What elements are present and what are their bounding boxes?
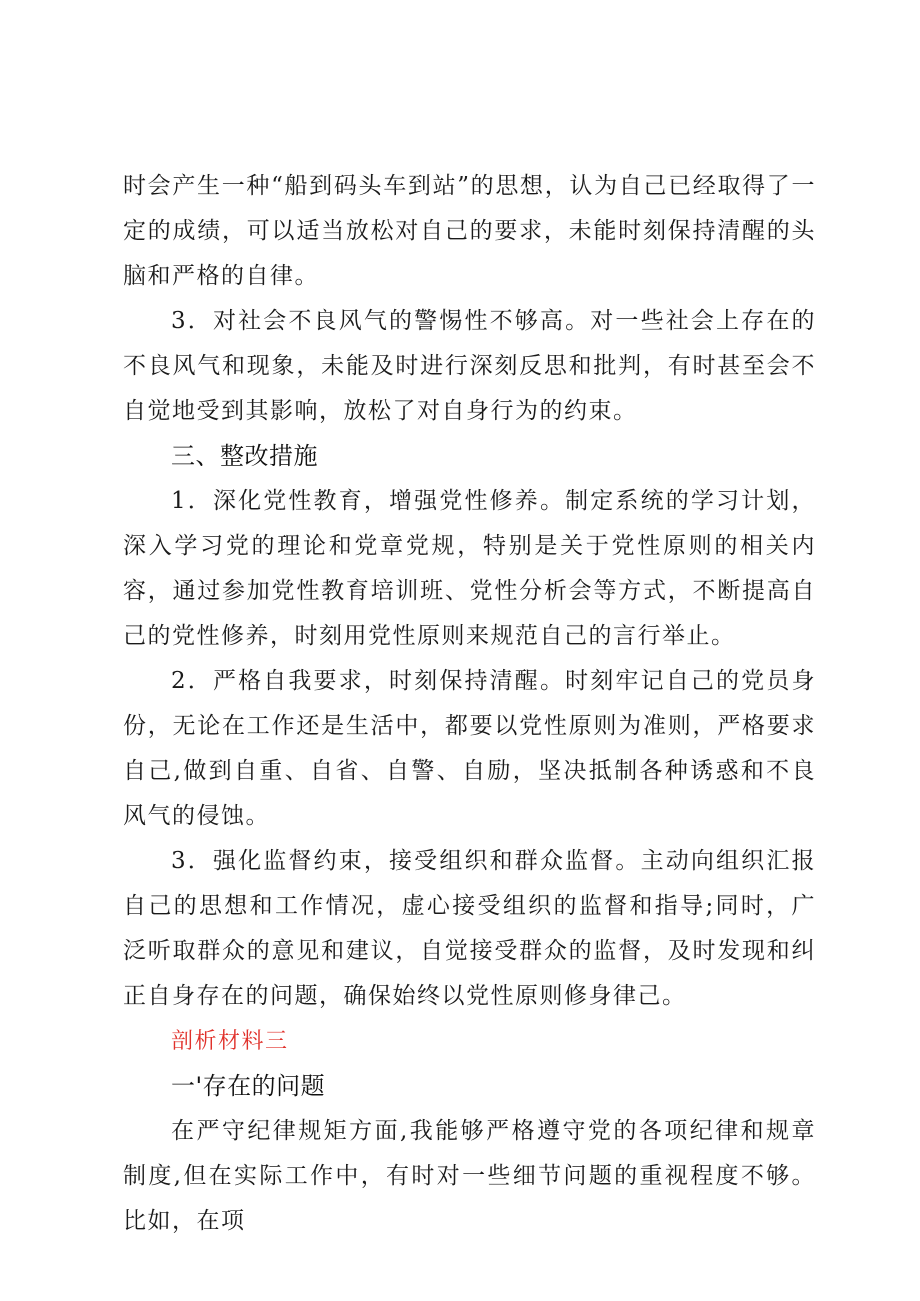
section-heading-rectification-measures: 三、整改措施 [171,442,318,470]
material-three-title: 剖析材料三 [171,1029,289,1054]
paragraph-measure-2: 2．严格自我要求，时刻保持清醒。时刻牢记自己的党员身份，无论在工作还是生活中，都要以党性原则为准则，严格要求自己,做到自重、自省、自警、自励，坚决抵制各种诱惑和不良风气的侵蚀。 [123,668,816,829]
document-body [123,164,816,1244]
paragraph-measure-3: 3．强化监督约束，接受组织和群众监督。主动向组织汇报自己的思想和工作情况，虚心接受组织的监督和指导;同时，广泛听取群众的意见和建议，自觉接受群众的监督，及时发现和纠正自身存在的问题，确保始终以党性原则修身律己。 [123,848,816,1009]
paragraph-measure-1: 1．深化党性教育，增强党性修养。制定系统的学习计划，深入学习党的理论和党章党规，特别是关于党性原则的相关内容，通过参加党性教育培训班、党性分析会等方式，不断提高自己的党性修养，时刻用党性原则来规范自己的言行举止。 [123,488,816,649]
paragraph-discipline: 在严守纪律规矩方面,我能够严格遵守党的各项纪律和规章制度,但在实际工作中，有时对一些细节问题的重视程度不够。比如，在项 [123,1118,816,1234]
paragraph-continuation: 时会产生一种“船到码头车到站”的思想，认为自己已经取得了一定的成绩，可以适当放松对自己的要求，未能时刻保持清醒的头脑和严格的自律。 [123,173,816,289]
section-heading-existing-problems: 一'存在的问题 [171,1072,326,1100]
paragraph-item-3-social-ethos: 3．对社会不良风气的警惕性不够高。对一些社会上存在的不良风气和现象，未能及时进行深刻反思和批判，有时甚至会不自觉地受到其影响，放松了对自身行为的约束。 [123,308,816,424]
